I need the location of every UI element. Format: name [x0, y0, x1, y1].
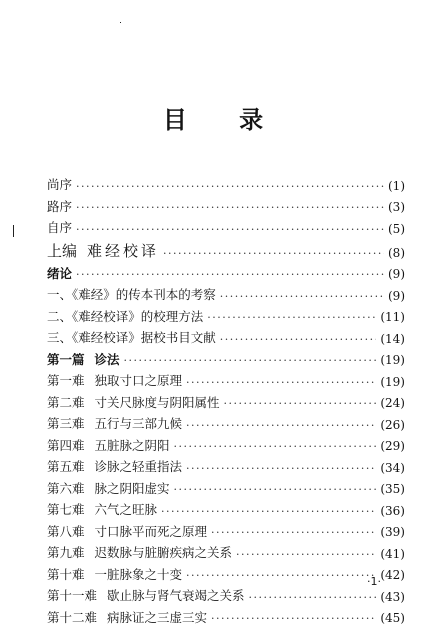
toc-entry-number: 第七难 — [47, 502, 85, 517]
toc-entry-page: (36) — [380, 503, 405, 518]
dot-leader — [76, 269, 384, 280]
dot-leader — [186, 463, 376, 474]
toc-entry-number: 第一难 — [47, 373, 85, 388]
toc-entry-page: (24) — [380, 396, 405, 410]
toc-entry-title: 歇止脉与肾气衰竭之关系 — [107, 588, 245, 603]
toc-entry-number: 第四难 — [47, 437, 85, 453]
toc-entry-page: (1) — [388, 178, 405, 193]
toc-entry-page: (29) — [380, 439, 405, 453]
toc-entry-number: 第五难 — [47, 459, 85, 474]
toc-entry-title: 独取寸口之原理 — [94, 373, 183, 388]
toc-entry-page: (3) — [388, 200, 405, 214]
page-title: 目 录 — [162, 106, 286, 134]
dot-leader — [211, 527, 376, 538]
toc-entry-title: 寸关尺脉度与阴阳属性 — [94, 394, 220, 410]
toc-entry-title: 五行与三部九候 — [94, 416, 183, 431]
toc-entry[interactable] — [47, 323, 405, 345]
dot-leader — [186, 420, 376, 431]
toc-entry-title: 尚序 — [47, 177, 73, 192]
dot-leader — [124, 355, 377, 366]
toc-entry[interactable] — [47, 366, 405, 388]
toc-entry[interactable] — [47, 192, 405, 214]
toc-entry-title: 诊法 — [94, 351, 120, 367]
toc-entry-title: 三、《难经校译》据校书目文献 — [47, 330, 216, 345]
toc-entry-number: 第二难 — [47, 394, 85, 410]
toc-entry-page: (34) — [380, 460, 405, 475]
toc-entry-page: (9) — [388, 288, 405, 303]
toc-entry-number: 第十一难 — [47, 588, 98, 603]
toc-entry[interactable] — [47, 302, 405, 324]
toc-entry-page: (8) — [388, 245, 405, 260]
table-of-contents — [47, 170, 405, 624]
toc-entry-title: 寸口脉平而死之原理 — [94, 523, 208, 539]
page-number: ·1· — [367, 575, 381, 588]
toc-entry-title: 迟数脉与脏腑疾病之关系 — [94, 545, 233, 560]
toc-entry[interactable] — [47, 431, 405, 453]
toc-entry-number: 第九难 — [47, 545, 85, 560]
toc-entry[interactable] — [47, 560, 405, 582]
dot-leader — [220, 334, 377, 345]
scan-mark — [120, 22, 121, 23]
toc-entry-number: 第十难 — [47, 566, 85, 582]
dot-leader — [174, 441, 377, 452]
toc-entry-number: 第三难 — [47, 416, 85, 431]
toc-entry-page: (39) — [380, 525, 405, 539]
dot-leader — [249, 592, 377, 603]
toc-entry-title: 诊脉之轻重指法 — [94, 459, 183, 474]
toc-entry-title: 病脉证之三虚三实 — [107, 609, 208, 625]
toc-entry-page: (43) — [380, 589, 405, 604]
toc-entry-page: (11) — [380, 310, 405, 324]
toc-entry[interactable] — [47, 474, 405, 496]
toc-entry[interactable] — [47, 495, 405, 517]
dot-leader — [207, 312, 376, 323]
toc-entry[interactable] — [47, 603, 405, 625]
toc-entry-number: 第十二难 — [47, 609, 98, 625]
dot-leader — [76, 202, 384, 213]
dot-leader — [220, 291, 384, 302]
dot-leader — [161, 506, 376, 517]
toc-entry-page: (19) — [380, 374, 405, 389]
toc-entry[interactable] — [47, 452, 405, 474]
dot-leader — [186, 570, 376, 581]
toc-entry-page: (41) — [380, 546, 405, 561]
toc-entry[interactable] — [47, 538, 405, 560]
toc-entry-page: (42) — [380, 568, 405, 582]
toc-entry-title: 绪论 — [47, 265, 73, 281]
toc-entry-title: 脉之阴阳虚实 — [94, 480, 170, 496]
toc-entry-page: (45) — [380, 611, 405, 625]
toc-entry-number: 第六难 — [47, 480, 85, 496]
toc-entry[interactable] — [47, 409, 405, 431]
toc-entry-title: 二、《难经校译》的校理方法 — [47, 308, 204, 324]
dot-leader — [211, 613, 376, 624]
toc-entry-title: 自序 — [47, 220, 73, 235]
dot-leader — [163, 248, 384, 259]
toc-entry-page: (35) — [380, 482, 405, 496]
toc-entry-title: 六气之旺脉 — [94, 502, 158, 517]
dot-leader — [76, 224, 384, 235]
dot-leader — [76, 181, 384, 192]
toc-entry[interactable] — [47, 581, 405, 603]
toc-entry-title: 一脏脉象之十变 — [94, 566, 183, 582]
dot-leader — [174, 484, 377, 495]
toc-entry[interactable] — [47, 213, 405, 235]
toc-entry[interactable] — [47, 388, 405, 410]
toc-entry-title: 一、《难经》的传本刊本的考察 — [47, 287, 216, 302]
toc-entry-title: 路序 — [47, 198, 73, 214]
toc-entry-page: (19) — [380, 353, 405, 367]
toc-entry-page: (14) — [380, 331, 405, 346]
dot-leader — [236, 549, 376, 560]
toc-entry[interactable] — [47, 259, 405, 281]
toc-entry[interactable] — [47, 170, 405, 192]
dot-leader — [186, 377, 376, 388]
toc-entry-page: (9) — [388, 267, 405, 281]
scan-mark — [13, 225, 14, 237]
dot-leader — [224, 398, 377, 409]
toc-entry[interactable] — [47, 345, 405, 367]
toc-entry-page: (26) — [380, 417, 405, 432]
toc-entry[interactable] — [47, 235, 405, 259]
toc-entry-number: 第八难 — [47, 523, 85, 539]
toc-entry-number: 第一篇 — [47, 351, 85, 367]
toc-entry-number: 上编 — [47, 241, 78, 260]
toc-entry-page: (5) — [388, 221, 405, 236]
toc-entry-title: 难经校译 — [87, 241, 160, 260]
toc-entry-title: 五脏脉之阴阳 — [94, 437, 170, 453]
toc-entry[interactable] — [47, 280, 405, 302]
toc-entry[interactable] — [47, 517, 405, 539]
